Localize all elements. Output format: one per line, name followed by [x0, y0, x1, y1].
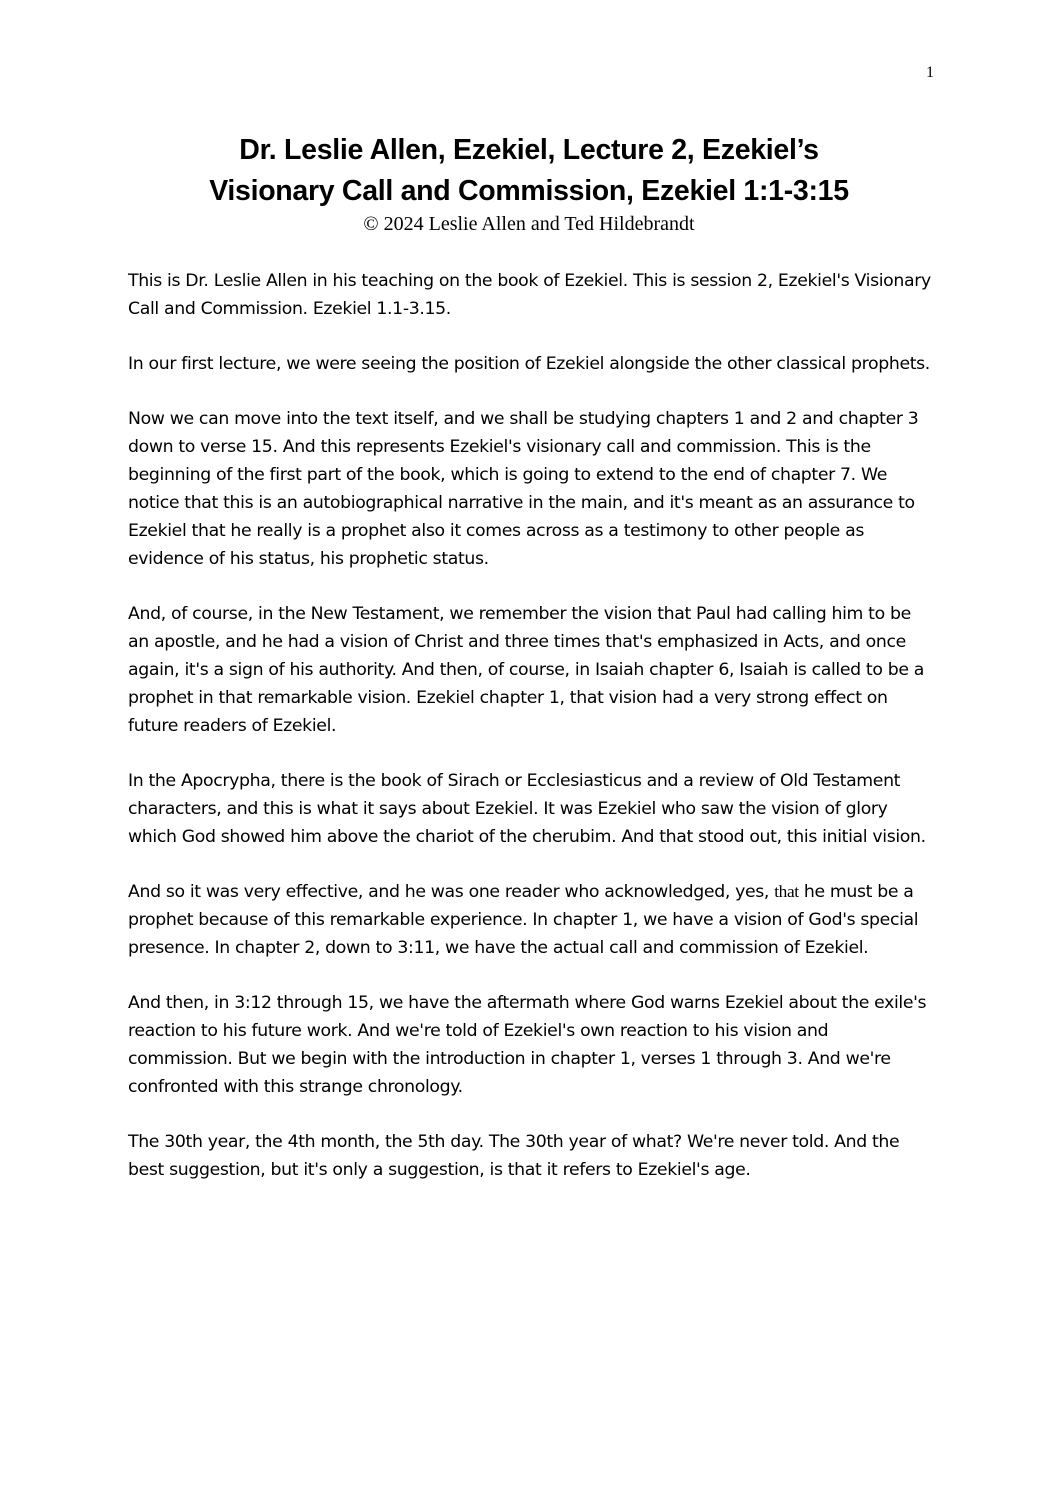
- paragraph-6-text-start: And so it was very effective, and he was one reader who acknowledged, yes,: [128, 882, 775, 902]
- document-body: [128, 267, 936, 1211]
- document-header: [100, 130, 958, 236]
- paragraph-2: In our first lecture, we were seeing the position of Ezekiel alongside the other classical prophets.: [128, 354, 930, 374]
- document-title: [100, 130, 958, 212]
- paragraph-3: Now we can move into the text itself, and we shall be studying chapters 1 and 2 and chapter 3 down to verse 15. And this represents Ezekiel's visionary call and commission. This is the beginning of the first part of the book, which is going to extend to the end of chapter 7. We notice that this is an autobiographical narrative in the main, and it's meant as an assurance to Ezekiel that he really is a prophet also it comes across as a testimony to other people as evidence of his status, his prophetic status.: [128, 409, 919, 569]
- paragraph-6-text-end: he must be a prophet because of this remarkable experience. In chapter 1, we have a vision of God's special presence. In chapter 2, down to 3:11, we have the actual call and commission of Ezekiel.: [128, 882, 919, 958]
- paragraph-5: In the Apocrypha, there is the book of Sirach or Ecclesiasticus and a review of Old Testament characters, and this is what it says about Ezekiel. It was Ezekiel who saw the vision of glory which God showed him above the chariot of the cherubim. And that stood out, this initial vision.: [128, 771, 926, 847]
- paragraph-6-serif-word: that: [774, 882, 799, 901]
- title-line-1: Dr. Leslie Allen, Ezekiel, Lecture 2, Ezekiel’s: [239, 134, 819, 166]
- paragraph-6: [128, 878, 936, 962]
- copyright-notice: © 2024 Leslie Allen and Ted Hildebrandt: [363, 213, 695, 235]
- paragraph-8: The 30th year, the 4th month, the 5th day. The 30th year of what? We're never told. And the best suggestion, but it's only a suggestion, is that it refers to Ezekiel's age.: [128, 1132, 900, 1180]
- page-number: 1: [926, 64, 934, 81]
- paragraph-7: And then, in 3:12 through 15, we have the aftermath where God warns Ezekiel about the exile's reaction to his future work. And we're told of Ezekiel's own reaction to his vision and commission. But we begin with the introduction in chapter 1, verses 1 through 3. And we're confronted with this strange chronology.: [128, 993, 927, 1097]
- title-line-2: Visionary Call and Commission, Ezekiel 1:1-3:15: [209, 175, 849, 207]
- paragraph-1: This is Dr. Leslie Allen in his teaching on the book of Ezekiel. This is session 2, Ezekiel's Visionary Call and Commission. Ezekiel 1.1-3.15.: [128, 271, 931, 319]
- paragraph-4: And, of course, in the New Testament, we remember the vision that Paul had calling him to be an apostle, and he had a vision of Christ and three times that's emphasized in Acts, and once again, it's a sign of his authority. And then, of course, in Isaiah chapter 6, Isaiah is called to be a prophet in that remarkable vision. Ezekiel chapter 1, that vision had a very strong effect on future readers of Ezekiel.: [128, 604, 924, 736]
